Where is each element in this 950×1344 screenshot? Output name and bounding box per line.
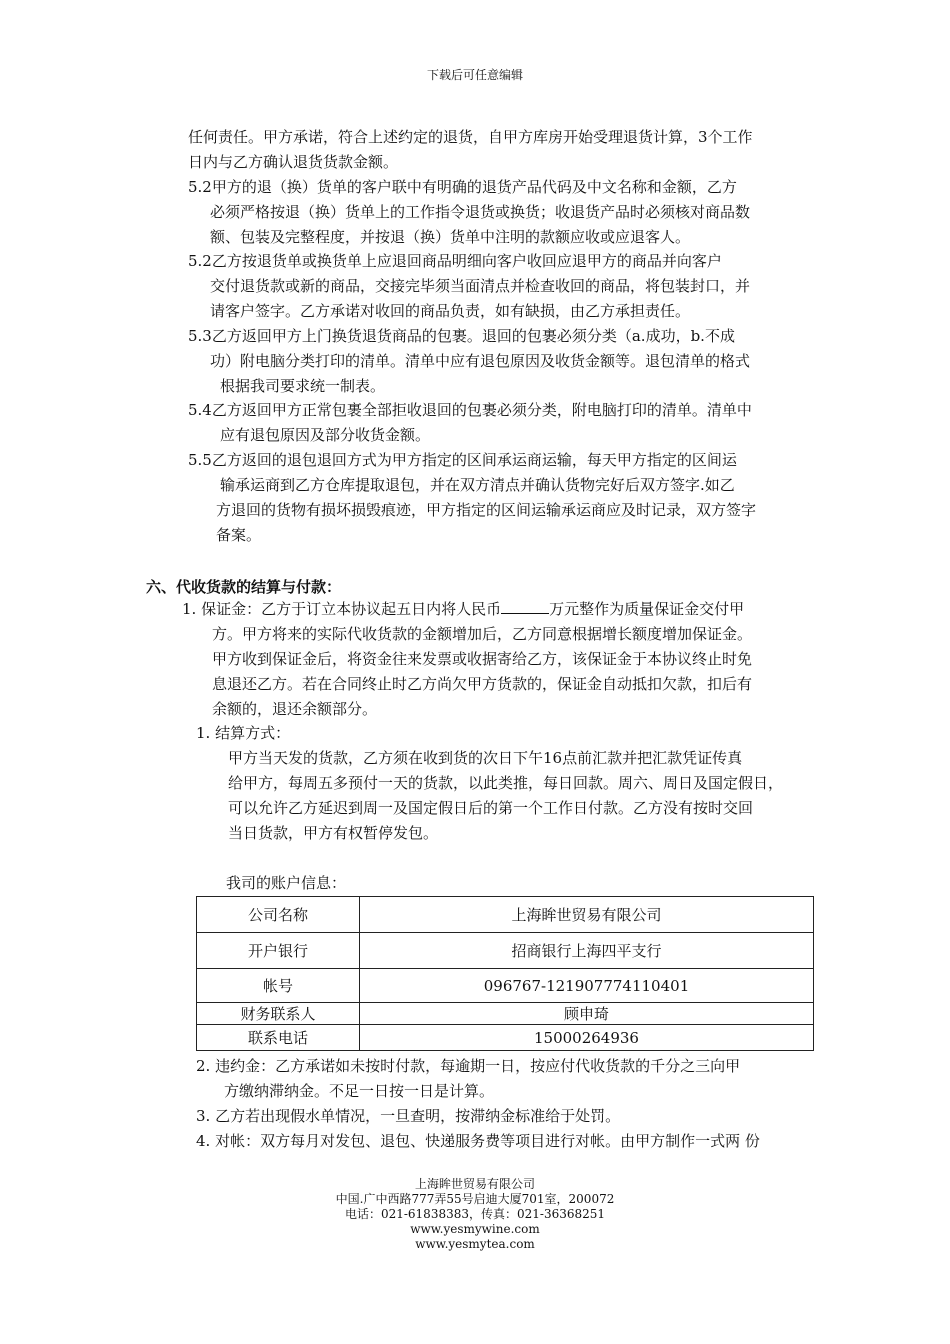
account-label: 联系电话 [197, 1025, 360, 1051]
page-footer [0, 1177, 950, 1252]
text-line: 功）附电脑分类打印的清单。清单中应有退包原因及收货金额等。退包清单的格式 [210, 352, 751, 370]
text-line: 根据我司要求统一制表。 [220, 377, 386, 395]
text-line: 给甲方，每周五多预付一天的货款，以此类推，每日回款。周六、周日及国定假日， [228, 774, 784, 792]
text-line: 5.2乙方按退货单或换货单上应退回商品明细向客户收回应退甲方的商品并向客户 [188, 252, 722, 270]
text-line: 任何责任。甲方承诺，符合上述约定的退货，自甲方库房开始受理退货计算，3个工作 [188, 128, 753, 146]
text-line: 日内与乙方确认退货货款金额。 [188, 153, 399, 171]
account-value: 15000264936 [360, 1025, 814, 1051]
fake-receipt-clause [196, 1104, 620, 1129]
text-line [182, 597, 752, 622]
page-header-note: 下载后可任意编辑 [426, 68, 523, 82]
text-line: 方退回的货物有损坏损毁痕迹，甲方指定的区间运输承运商应及时记录，双方签字 [216, 501, 757, 519]
account-label: 开户银行 [197, 933, 360, 969]
text-line: 甲方收到保证金后，将资金往来发票或收据寄给乙方，该保证金于本协议终止时免 [212, 650, 753, 668]
text-line: 必须严格按退（换）货单上的工作指令退货或换货；收退货产品时必须核对商品数 [210, 203, 751, 221]
text-line: 当日货款，甲方有权暂停发包。 [228, 824, 439, 842]
clause-5-4 [188, 398, 752, 448]
table-row [197, 933, 814, 969]
account-value: 顾申琦 [360, 1003, 814, 1025]
text-line: 应有退包原因及部分收货金额。 [220, 426, 431, 444]
footer-company: 上海眸世贸易有限公司 [414, 1177, 535, 1191]
clause-5-2-a [188, 175, 750, 250]
table-row [197, 1003, 814, 1025]
account-value: 096767-121907774110401 [360, 969, 814, 1003]
text-line: 方。甲方将来的实际代收货款的金额增加后，乙方同意根据增长额度增加保证金。 [212, 625, 753, 643]
text-line: 余额的，退还余额部分。 [212, 700, 378, 718]
text-line: 甲方当天发的货款，乙方须在收到货的次日下午16点前汇款并把汇款凭证传真 [228, 749, 743, 767]
account-label: 财务联系人 [197, 1003, 360, 1025]
amount-blank [501, 599, 549, 614]
text-line: 方缴纳滞纳金。不足一日按一日是计算。 [224, 1082, 495, 1100]
text-line: 5.3乙方返回甲方上门换货退货商品的包裹。退回的包裹必须分类（a.成功，b.不成 [188, 327, 735, 345]
text-line: 可以允许乙方延迟到周一及国定假日后的第一个工作日付款。乙方没有按时交回 [228, 799, 754, 817]
text-fragment: 万元整作为质量保证金交付甲 [549, 600, 745, 618]
footer-address: 中国.广中西路777弄55号启迪大厦701室，200072 [335, 1192, 615, 1206]
footer-phone-fax: 电话：021-61838383，传真：021-36368251 [344, 1207, 606, 1221]
text-line: 5.5乙方返回的退包退回方式为甲方指定的区间承运商运输，每天甲方指定的区间运 [188, 451, 737, 469]
account-value: 招商银行上海四平支行 [360, 933, 814, 969]
table-row [197, 897, 814, 933]
text-line: 请客户签字。乙方承诺对收回的商品负责，如有缺损，由乙方承担责任。 [210, 302, 691, 320]
clause-5-3 [188, 324, 750, 399]
text-line: 输承运商到乙方仓库提取退包，并在双方清点并确认货物完好后双方签字.如乙 [220, 476, 735, 494]
penalty-clause [196, 1054, 740, 1104]
text-line: 5.4乙方返回甲方正常包裹全部拒收退回的包裹必须分类，附电脑打印的清单。清单中 [188, 401, 752, 419]
account-caption: 我司的账户信息： [226, 874, 347, 892]
text-line: 2. 违约金：乙方承诺如未按时付款，每逾期一日，按应付代收货款的千分之三向甲 [196, 1057, 741, 1075]
text-line: 3. 乙方若出现假水单情况，一旦查明，按滞纳金标准给于处罚。 [196, 1107, 621, 1125]
text-line: 息退还乙方。若在合同终止时乙方尚欠甲方货款的，保证金自动抵扣欠款，扣后有 [212, 675, 753, 693]
deposit-clause [182, 597, 752, 722]
table-row [197, 969, 814, 1003]
section-title: 六、代收货款的结算与付款： [146, 578, 342, 596]
text-line: 备案。 [216, 526, 262, 544]
text-line: 5.2甲方的退（换）货单的客户联中有明确的退货产品代码及中文名称和金额，乙方 [188, 178, 737, 196]
paragraph-continued [188, 125, 753, 175]
text-line: 额、包装及完整程度，并按退（换）货单中注明的款额应收或应退客人。 [210, 228, 691, 246]
text-line: 4. 对帐：双方每月对发包、退包、快递服务费等项目进行对帐。由甲方制作一式两 份 [196, 1132, 760, 1150]
settlement-clause [196, 721, 783, 846]
deposit-clause-body [182, 622, 752, 722]
clause-5-2-b [188, 249, 750, 324]
text-fragment: 1. 保证金：乙方于订立本协议起五日内将人民币 [182, 600, 502, 618]
footer-website: www.yesmywine.com [410, 1222, 540, 1236]
account-value: 上海眸世贸易有限公司 [360, 897, 814, 933]
footer-website: www.yesmytea.com [415, 1237, 535, 1251]
table-row [197, 1025, 814, 1051]
settlement-clause-body [196, 746, 783, 846]
text-line: 交付退货款或新的商品，交接完毕须当面清点并检查收回的商品，将包装封口，并 [210, 277, 751, 295]
account-label: 公司名称 [197, 897, 360, 933]
account-table [196, 896, 814, 1051]
text-line: 1. 结算方式： [196, 724, 291, 742]
clause-5-5 [188, 448, 756, 548]
account-label: 帐号 [197, 969, 360, 1003]
reconciliation-clause [196, 1129, 760, 1154]
